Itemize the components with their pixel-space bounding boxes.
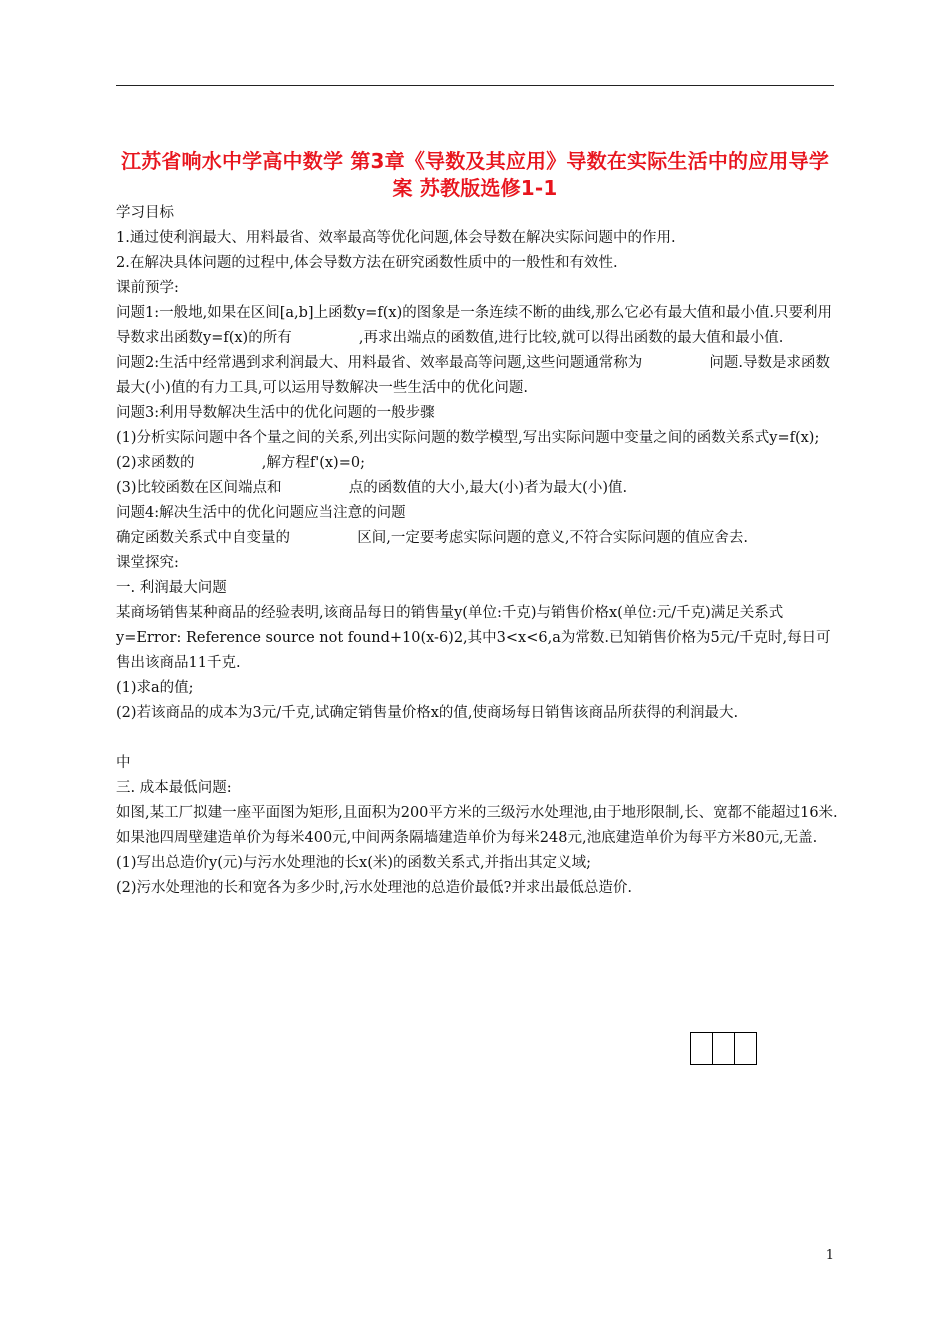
goal-1: 1.通过使利润最大、用料最省、效率最高等优化问题,体会导数在解决实际问题中的作用. (116, 230, 676, 246)
question-4-text: 确定函数关系式中自变量的 区间,一定要考虑实际问题的意义,不符合实际问题的值应舍去. (116, 530, 749, 546)
section-heading-preview: 课前预学: (116, 280, 179, 296)
document-title: 江苏省响水中学高中数学 第3章《导数及其应用》导数在实际生活中的应用导学案 苏教版选修1-1 (120, 149, 830, 200)
question-2: 问题2:生活中经常遇到求利润最大、用料最省、效率最高等问题,这些问题通常称为 问题.导数是求函数最大(小)值的有力工具,可以运用导数解决一些生活中的优化问题. (116, 355, 831, 396)
question-3: 问题3:利用导数解决生活中的优化问题的一般步骤 (116, 405, 435, 421)
goal-2: 2.在解决具体问题的过程中,体会导数方法在研究函数性质中的一般性和有效性. (116, 255, 618, 271)
document-body (116, 201, 838, 901)
profit-problem: 某商场销售某种商品的经验表明,该商品每日的销售量y(单位:千克)与销售价格x(单位:元/千克)满足关系式y=Error: Reference source not found+10(x-6)2,其中3<x<6,a为常数.已知销售价格为5元/千克时,每日可售出该商品11千克. (116, 605, 831, 671)
profit-part-1: (1)求a的值; (116, 680, 194, 696)
subheading-profit: 一. 利润最大问题 (116, 580, 227, 596)
step-3: (3)比较函数在区间端点和 点的函数值的大小,最大(小)者为最大(小)值. (116, 480, 628, 496)
page-number: 1 (825, 1248, 834, 1263)
pool-cell (735, 1033, 756, 1064)
cost-part-2: (2)污水处理池的长和宽各为多少时,污水处理池的总造价最低?并求出最低总造价. (116, 880, 633, 896)
blank-line (116, 726, 838, 751)
section-heading-explore: 课堂探究: (116, 555, 179, 571)
header-rule (116, 85, 834, 86)
profit-part-2: (2)若该商品的成本为3元/千克,试确定销售量价格x的值,使商场每日销售该商品所获得的利润最大. (116, 705, 739, 721)
cost-problem: 如图,某工厂拟建一座平面图为矩形,且面积为200平方米的三级污水处理池,由于地形限制,长、宽都不能超过16米.如果池四周壁建造单价为每米400元,中间两条隔墙建造单价为每米248元,池底建造单价为每平方米80元,无盖. (116, 805, 838, 846)
subheading-cost: 三. 成本最低问题: (116, 780, 232, 796)
stray-char: 中 (116, 755, 131, 771)
step-2: (2)求函数的 ,解方程f'(x)=0; (116, 455, 365, 471)
pool-cell (691, 1033, 713, 1064)
step-1: (1)分析实际问题中各个量之间的关系,列出实际问题的数学模型,写出实际问题中变量之间的函数关系式y=f(x); (116, 430, 820, 446)
cost-part-1: (1)写出总造价y(元)与污水处理池的长x(米)的函数关系式,并指出其定义域; (116, 855, 592, 871)
pool-diagram (690, 1032, 757, 1065)
question-4: 问题4:解决生活中的优化问题应当注意的问题 (116, 505, 406, 521)
section-heading-goals: 学习目标 (116, 205, 174, 221)
pool-cell (713, 1033, 735, 1064)
question-1: 问题1:一般地,如果在区间[a,b]上函数y=f(x)的图象是一条连续不断的曲线,那么它必有最大值和最小值.只要利用导数求出函数y=f(x)的所有 ,再求出端点的函数值,进行比较,就可以得出函数的最大值和最小值. (116, 305, 832, 346)
